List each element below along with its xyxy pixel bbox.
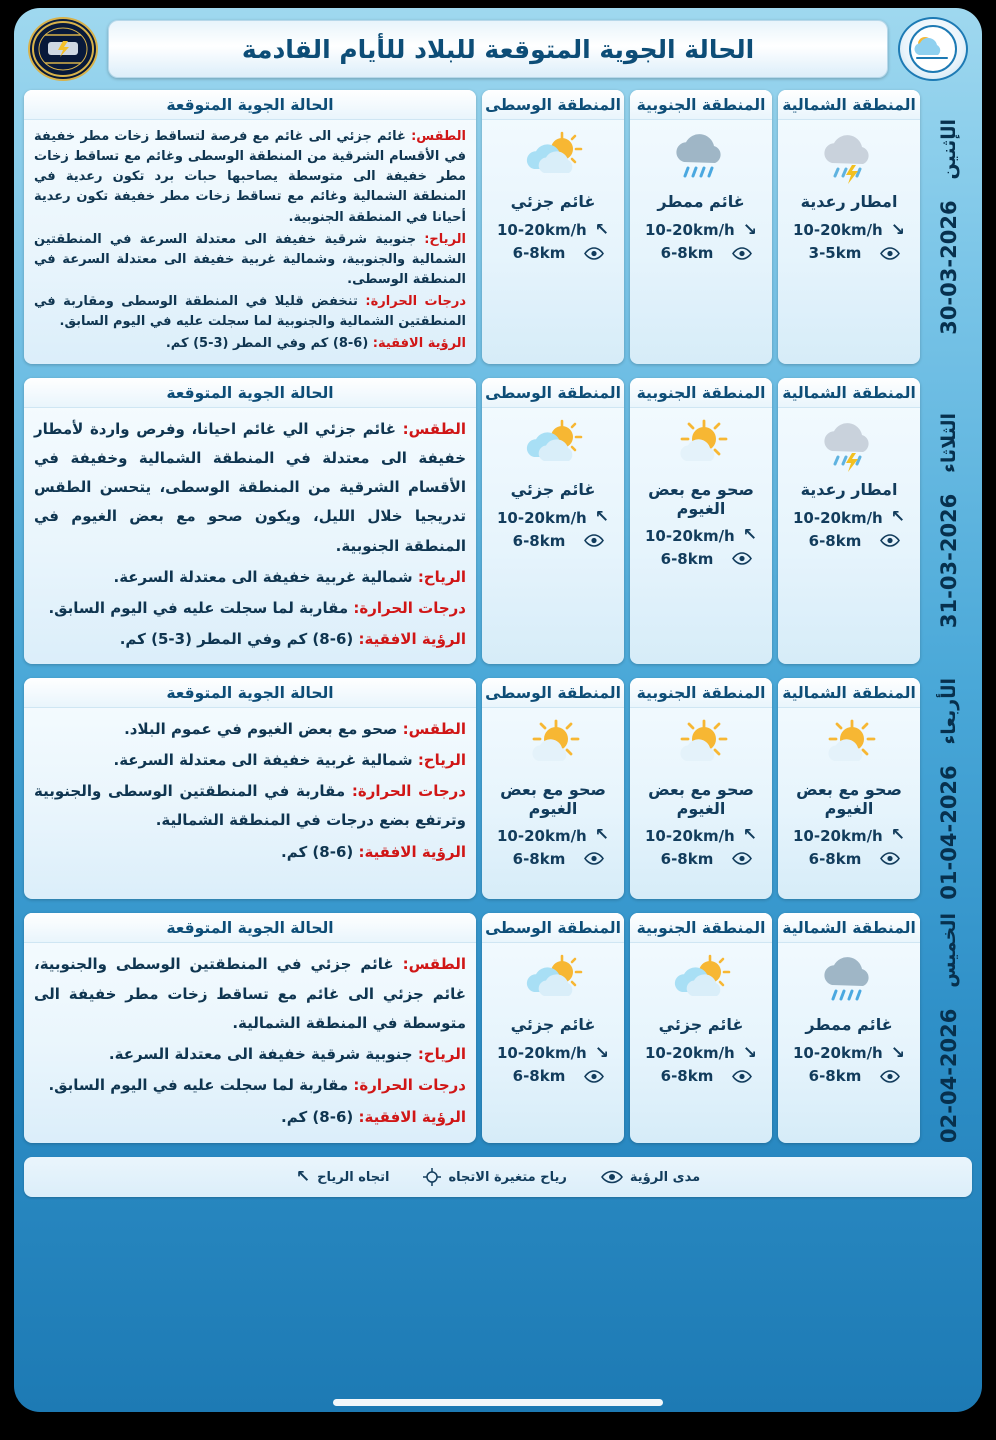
page-title — [108, 20, 888, 78]
visibility-value: 6-8km — [660, 1067, 714, 1086]
forecast-text — [24, 708, 476, 876]
wind-value: 10-20km/h — [793, 1044, 883, 1063]
legend-wind-direction — [295, 1166, 390, 1187]
day-date: 2026-03-31 — [937, 493, 961, 629]
wind-metric — [793, 827, 905, 845]
region-card-south — [630, 678, 772, 900]
wind-value: 10-20km/h — [645, 526, 735, 545]
wind-metric — [497, 1044, 609, 1062]
date-strip — [926, 913, 972, 1143]
condition-text: صحو مع بعض الغيوم — [500, 779, 606, 818]
visibility-value: 6-8km — [512, 244, 566, 262]
forecast-value: صحو مع بعض الغيوم في عموم البلاد. — [124, 719, 403, 738]
wind-value: 10-20km/h — [497, 221, 587, 239]
forecast-text-card — [24, 913, 476, 1143]
visibility-value: 6-8km — [660, 549, 714, 568]
visibility-metric — [650, 550, 752, 568]
condition-text: غائم ممطر — [657, 192, 745, 211]
wind-arrow-icon: ↘ — [594, 1042, 609, 1063]
forecast-label: الرياح: — [424, 231, 466, 247]
visibility-metric — [650, 1067, 752, 1085]
wind-metric — [645, 221, 757, 239]
wind-arrow-icon: ↖ — [742, 825, 757, 846]
forecast-value: شمالية غربية خفيفة الى معتدلة السرعة. — [113, 567, 418, 586]
forecast-label: الرياح: — [417, 1045, 466, 1063]
eye-icon — [732, 1070, 752, 1083]
forecast-label: الطقس: — [402, 419, 466, 438]
forecast-card-title: الحالة الجوية المتوقعة — [24, 90, 476, 120]
wind-metric — [497, 827, 609, 845]
visibility-value: 6-8km — [660, 849, 714, 868]
sun-cloud-icon — [668, 716, 734, 778]
thunderstorm-rain-icon — [816, 128, 882, 190]
forecast-value: (6-8) كم وفي المطر (3-5) كم. — [165, 336, 373, 352]
region-card-north — [778, 90, 920, 364]
partly-cloudy-icon — [520, 951, 586, 1013]
day-name: الخميس — [938, 913, 960, 988]
region-title: المنطقة الجنوبية — [630, 678, 772, 708]
region-title: المنطقة الوسطى — [482, 378, 624, 408]
eye-icon — [584, 1070, 604, 1083]
region-title: المنطقة الجنوبية — [630, 913, 772, 943]
eye-icon — [880, 852, 900, 865]
condition-text: غائم جزئي — [658, 1015, 744, 1035]
wind-metric — [645, 827, 757, 845]
sun-cloud-icon — [816, 716, 882, 778]
wind-arrow-icon: ↖ — [742, 525, 757, 546]
app-screen — [14, 8, 982, 1412]
eye-icon — [880, 247, 900, 260]
header-bar — [14, 8, 982, 90]
forecast-card-title: الحالة الجوية المتوقعة — [24, 378, 476, 408]
page-title-text: الحالة الجوية المتوقعة للبلاد للأيام القادمة — [241, 34, 755, 64]
forecast-label: الطقس: — [402, 955, 466, 974]
forecast-label: الرؤية الافقية: — [358, 842, 466, 861]
forecast-value: (6-8) كم وفي المطر (3-5) كم. — [119, 630, 359, 649]
visibility-metric — [798, 850, 900, 868]
eye-icon — [584, 534, 604, 547]
visibility-value: 6-8km — [512, 531, 566, 550]
forecast-label: الرؤية الافقية: — [372, 336, 466, 352]
region-card-central — [482, 913, 624, 1143]
forecast-value: غائم جزئي في المنطقتين الوسطى والجنوبية، غائم جزئي الى غائم مع تساقط زخات مطر خفيفة الى متوسطة في المنطقة الشمالية. — [34, 955, 466, 1032]
forecast-days-list — [14, 90, 982, 1143]
region-card-north — [778, 913, 920, 1143]
forecast-label: الرؤية الافقية: — [358, 1107, 466, 1126]
condition-text: غائم ممطر — [805, 1015, 893, 1035]
forecast-label: درجات الحرارة: — [351, 782, 466, 801]
day-date: 2026-04-02 — [937, 1008, 961, 1144]
visibility-metric — [798, 244, 900, 262]
compass-icon — [423, 1168, 441, 1186]
partly-cloudy-icon — [520, 416, 586, 478]
rain-cloud-icon — [816, 951, 882, 1013]
visibility-value: 6-8km — [512, 1067, 566, 1086]
eye-icon — [601, 1170, 623, 1184]
date-strip — [926, 90, 972, 364]
forecast-text-card — [24, 678, 476, 900]
forecast-value: غائم جزئي الي غائم احيانا، وفرص واردة لأمطار خفيفة الى معتدلة في المنطقة الشمالية وخفيفة في الأقسام الشرقية من المنطقة الوسطى، يتحسن الطقس تدريجيا خلال الليل، ويكون صحو مع بعض الغيوم في المنطقة الجنوبية. — [34, 419, 466, 555]
region-title: المنطقة الشمالية — [778, 913, 920, 943]
forecast-card-title: الحالة الجوية المتوقعة — [24, 913, 476, 943]
region-title: المنطقة الجنوبية — [630, 378, 772, 408]
forecast-value: جنوبية شرقية خفيفة الى معتدلة السرعة في المنطقتين الشمالية والجنوبية، وشمالية غربية خفيفة الى معتدلة السرعة في المنطقة الوسطى. — [34, 231, 466, 287]
region-title: المنطقة الوسطى — [482, 678, 624, 708]
eye-icon — [732, 247, 752, 260]
visibility-metric — [798, 532, 900, 550]
forecast-text-card — [24, 90, 476, 364]
forecast-card-title: الحالة الجوية المتوقعة — [24, 678, 476, 708]
forecast-value: (6-8) كم. — [281, 1107, 359, 1126]
wind-metric — [793, 1044, 905, 1062]
forecast-label: الرياح: — [417, 750, 466, 769]
weather-cloud-sun-badge-icon — [898, 17, 968, 81]
wind-value: 10-20km/h — [497, 508, 587, 527]
day-row — [24, 378, 972, 664]
region-card-central — [482, 678, 624, 900]
region-card-central — [482, 90, 624, 364]
visibility-value: 6-8km — [808, 531, 862, 550]
wind-value: 10-20km/h — [645, 221, 735, 239]
wind-arrow-icon: ↘ — [742, 219, 757, 240]
forecast-value: مقاربة لما سجلت عليه في اليوم السابق. — [48, 1076, 354, 1095]
region-title: المنطقة الشمالية — [778, 90, 920, 120]
wind-value: 10-20km/h — [497, 1044, 587, 1063]
partly-cloudy-icon — [520, 128, 586, 190]
date-strip — [926, 678, 972, 900]
legend-bar — [24, 1157, 972, 1197]
region-title: المنطقة الوسطى — [482, 913, 624, 943]
rain-cloud-icon — [668, 128, 734, 190]
sun-cloud-icon — [668, 416, 734, 478]
condition-text: غائم جزئي — [510, 479, 596, 499]
wind-arrow-icon: ↖ — [594, 219, 609, 240]
forecast-text — [24, 120, 476, 364]
region-card-south — [630, 90, 772, 364]
date-strip — [926, 378, 972, 664]
wind-metric — [497, 509, 609, 527]
forecast-label: الطقس: — [402, 719, 466, 738]
forecast-label: الرؤية الافقية: — [358, 630, 466, 649]
day-date: 2026-03-30 — [937, 200, 961, 335]
wind-metric — [793, 509, 905, 527]
forecast-text — [24, 408, 476, 664]
wind-arrow-icon: ↖ — [594, 507, 609, 528]
forecast-text — [24, 943, 476, 1141]
eye-icon — [880, 1070, 900, 1083]
visibility-value: 6-8km — [808, 849, 862, 868]
wind-arrow-icon: ↖ — [594, 825, 609, 846]
condition-text: صحو مع بعض الغيوم — [648, 479, 754, 518]
wind-arrow-icon: ↖ — [295, 1166, 311, 1187]
day-row — [24, 678, 972, 900]
region-title: المنطقة الشمالية — [778, 378, 920, 408]
wind-value: 10-20km/h — [645, 826, 735, 845]
forecast-text-card — [24, 378, 476, 664]
wind-metric — [645, 527, 757, 545]
region-card-south — [630, 378, 772, 664]
forecast-label: الرياح: — [417, 567, 466, 586]
wind-arrow-icon: ↖ — [890, 825, 905, 846]
condition-text: غائم جزئي — [510, 1015, 596, 1035]
day-name: الأربعاء — [938, 677, 960, 744]
forecast-value: شمالية غربية خفيفة الى معتدلة السرعة. — [113, 750, 418, 769]
visibility-metric — [502, 244, 604, 262]
visibility-value: 6-8km — [660, 244, 714, 262]
forecast-label: درجات الحرارة: — [353, 599, 466, 618]
visibility-metric — [502, 532, 604, 550]
condition-text: امطار رعدية — [800, 192, 898, 211]
legend-visibility-label: مدى الرؤية — [629, 1169, 701, 1185]
meteorology-center-seal-icon — [28, 17, 98, 81]
home-indicator[interactable] — [333, 1399, 663, 1406]
day-date: 2026-04-01 — [937, 764, 961, 900]
forecast-label: درجات الحرارة: — [365, 294, 466, 310]
forecast-value: جنوبية شرقية خفيفة الى معتدلة السرعة. — [108, 1045, 418, 1063]
wind-arrow-icon: ↘ — [742, 1042, 757, 1063]
wind-metric — [497, 221, 609, 239]
visibility-metric — [502, 850, 604, 868]
legend-variable-wind — [423, 1168, 566, 1186]
region-title: المنطقة الجنوبية — [630, 90, 772, 120]
condition-text: صحو مع بعض الغيوم — [796, 779, 902, 818]
condition-text: امطار رعدية — [800, 479, 898, 499]
forecast-value: مقاربة في المنطقتين الوسطى والجنوبية وترتفع بضع درجات في المنطقة الشمالية. — [34, 782, 466, 830]
legend-variable-wind-label: رياح متغيرة الاتجاه — [448, 1169, 567, 1185]
region-card-central — [482, 378, 624, 664]
condition-text: صحو مع بعض الغيوم — [648, 779, 754, 818]
forecast-value: غائم جزئي الى غائم مع فرصة لتساقط زخات مطر خفيفة في الأقسام الشرقية من المنطقة الوسطى وغائم مع تساقط زخات مطر خفيفة الى متوسطة يصاحبها حبات برد تكون رعدية في المنطقة الشمالية وغائم مع تساقط زخات مطر خفيفة تكون رعدية أحيانا في المنطقة الجنوبية. — [34, 129, 466, 225]
region-title: المنطقة الشمالية — [778, 678, 920, 708]
eye-icon — [584, 852, 604, 865]
visibility-metric — [502, 1067, 604, 1085]
eye-icon — [880, 534, 900, 547]
forecast-value: (6-8) كم. — [281, 842, 359, 861]
forecast-value: تنخفض قليلا في المنطقة الوسطى ومقاربة في المنطقتين الشمالية والجنوبية لما سجلت عليه في اليوم السابق. — [34, 294, 466, 330]
region-title: المنطقة الوسطى — [482, 90, 624, 120]
wind-value: 10-20km/h — [793, 508, 883, 527]
forecast-value: مقاربة لما سجلت عليه في اليوم السابق. — [48, 599, 354, 618]
wind-metric — [793, 221, 905, 239]
wind-value: 10-20km/h — [645, 1044, 735, 1063]
visibility-value: 3-5km — [808, 244, 862, 262]
forecast-label: الطقس: — [411, 129, 466, 144]
thunderstorm-rain-icon — [816, 416, 882, 478]
region-card-north — [778, 378, 920, 664]
day-row — [24, 913, 972, 1143]
visibility-value: 6-8km — [512, 849, 566, 868]
eye-icon — [732, 852, 752, 865]
legend-wind-direction-label: اتجاه الرياح — [317, 1169, 390, 1185]
wind-value: 10-20km/h — [497, 826, 587, 845]
eye-icon — [732, 552, 752, 565]
visibility-metric — [650, 850, 752, 868]
eye-icon — [584, 247, 604, 260]
sun-cloud-icon — [520, 716, 586, 778]
region-card-south — [630, 913, 772, 1143]
wind-value: 10-20km/h — [793, 221, 883, 239]
wind-value: 10-20km/h — [793, 826, 883, 845]
wind-arrow-icon: ↘ — [890, 219, 905, 240]
wind-arrow-icon: ↘ — [890, 1042, 905, 1063]
visibility-metric — [798, 1067, 900, 1085]
visibility-value: 6-8km — [808, 1067, 862, 1086]
visibility-metric — [650, 244, 752, 262]
wind-arrow-icon: ↖ — [890, 507, 905, 528]
region-card-north — [778, 678, 920, 900]
legend-visibility — [601, 1170, 700, 1185]
partly-cloudy-icon — [668, 951, 734, 1013]
wind-metric — [645, 1044, 757, 1062]
day-name: الثلاثاء — [938, 413, 960, 473]
day-row — [24, 90, 972, 364]
day-name: الإثنين — [938, 118, 960, 180]
condition-text: غائم جزئي — [510, 192, 596, 211]
forecast-label: درجات الحرارة: — [353, 1076, 466, 1095]
